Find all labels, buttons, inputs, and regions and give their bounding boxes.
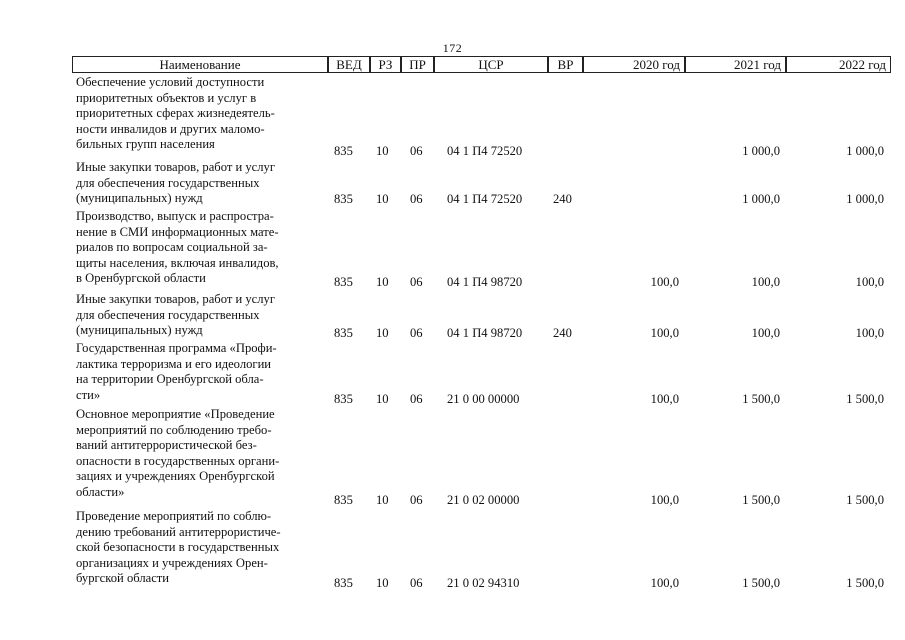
cell-rz: 10 xyxy=(376,275,389,289)
cell-rz: 10 xyxy=(376,392,389,406)
header-rz: РЗ xyxy=(370,56,401,73)
cell-rz: 10 xyxy=(376,192,389,206)
cell-pr: 06 xyxy=(410,493,423,507)
row-name: Государственная программа «Профи- лактика терроризма и его идеологии на территории Оренбургской обла- сти» xyxy=(76,341,277,402)
header-pr: ПР xyxy=(401,56,434,73)
row-name: Производство, выпуск и распростра- нение в СМИ информационных мате- риалов по вопросам социальной за- щиты населения, включая инвалидов, в Оренбургской области xyxy=(76,209,279,285)
header-2020: 2020 год xyxy=(583,56,685,73)
cell-csr: 04 1 П4 98720 xyxy=(447,326,523,340)
header-ved: ВЕД xyxy=(328,56,370,73)
row-name: Обеспечение условий доступности приоритетных объектов и услуг в приоритетных сферах жизнедеятель- ности инвалидов и других маломо- бильных групп населения xyxy=(76,75,275,151)
cell-csr: 04 1 П4 72520 xyxy=(447,192,523,206)
row-name: Основное мероприятие «Проведение мероприятий по соблюдению требо- ваний антитеррористической без- опасности в государственных органи- зациях и учреждениях Оренбургской области» xyxy=(76,407,280,499)
cell-ved: 835 xyxy=(334,493,353,507)
cell-csr: 21 0 02 00000 xyxy=(447,493,520,507)
cell-2021: 1 500,0 xyxy=(742,576,780,590)
cell-2021: 1 500,0 xyxy=(742,392,780,406)
cell-ved: 835 xyxy=(334,275,353,289)
cell-pr: 06 xyxy=(410,576,423,590)
cell-ved: 835 xyxy=(334,392,353,406)
cell-ved: 835 xyxy=(334,326,353,340)
header-vr: ВР xyxy=(548,56,583,73)
cell-2022: 1 500,0 xyxy=(846,576,884,590)
cell-rz: 10 xyxy=(376,493,389,507)
cell-vr: 240 xyxy=(553,192,572,206)
cell-csr: 21 0 00 00000 xyxy=(447,392,520,406)
cell-2021: 100,0 xyxy=(751,326,780,340)
page-number: 172 xyxy=(442,41,463,55)
cell-2022: 1 000,0 xyxy=(846,192,884,206)
cell-2022: 1 000,0 xyxy=(846,144,884,158)
cell-csr: 04 1 П4 98720 xyxy=(447,275,523,289)
cell-2021: 100,0 xyxy=(751,275,780,289)
cell-2021: 1 500,0 xyxy=(742,493,780,507)
cell-2020: 100,0 xyxy=(650,493,679,507)
cell-2020: 100,0 xyxy=(650,392,679,406)
cell-ved: 835 xyxy=(334,144,353,158)
cell-2020: 100,0 xyxy=(650,326,679,340)
header-name: Наименование xyxy=(72,56,328,73)
cell-2022: 1 500,0 xyxy=(846,392,884,406)
header-csr: ЦСР xyxy=(434,56,548,73)
cell-ved: 835 xyxy=(334,192,353,206)
cell-rz: 10 xyxy=(376,576,389,590)
cell-csr: 21 0 02 94310 xyxy=(447,576,520,590)
cell-pr: 06 xyxy=(410,192,423,206)
row-name: Иные закупки товаров, работ и услуг для обеспечения государственных (муниципальных) нужд xyxy=(76,160,276,205)
cell-pr: 06 xyxy=(410,144,423,158)
cell-2021: 1 000,0 xyxy=(742,144,780,158)
row-name: Иные закупки товаров, работ и услуг для обеспечения государственных (муниципальных) нужд xyxy=(76,292,276,337)
cell-2022: 100,0 xyxy=(855,326,884,340)
cell-rz: 10 xyxy=(376,326,389,340)
cell-pr: 06 xyxy=(410,326,423,340)
cell-rz: 10 xyxy=(376,144,389,158)
row-name: Проведение мероприятий по соблю- дению требований антитеррористиче- ской безопасности в государственных организациях и учреждениях Орен- бургской области xyxy=(76,509,281,585)
cell-pr: 06 xyxy=(410,392,423,406)
cell-2020: 100,0 xyxy=(650,576,679,590)
cell-2020: 100,0 xyxy=(650,275,679,289)
header-2022: 2022 год xyxy=(786,56,891,73)
cell-2022: 1 500,0 xyxy=(846,493,884,507)
cell-pr: 06 xyxy=(410,275,423,289)
cell-2021: 1 000,0 xyxy=(742,192,780,206)
header-2021: 2021 год xyxy=(685,56,786,73)
cell-ved: 835 xyxy=(334,576,353,590)
cell-csr: 04 1 П4 72520 xyxy=(447,144,523,158)
cell-2022: 100,0 xyxy=(855,275,884,289)
cell-vr: 240 xyxy=(553,326,572,340)
